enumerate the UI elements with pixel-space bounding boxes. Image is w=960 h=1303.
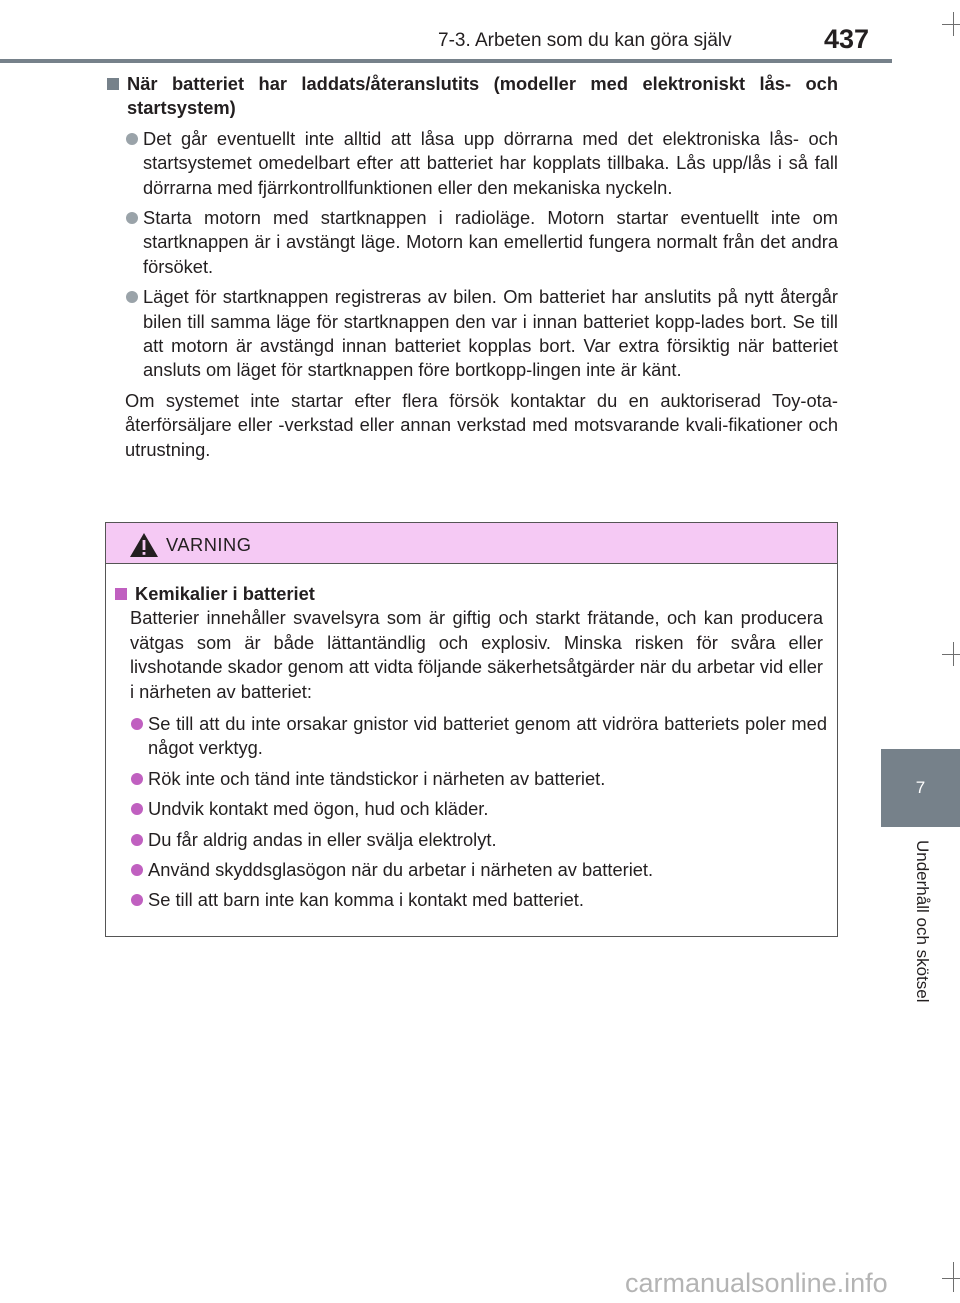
square-bullet-icon (113, 582, 135, 606)
warning-heading-text: Kemikalier i batteriet (135, 583, 315, 604)
square-bullet-icon (105, 72, 127, 121)
circle-bullet-icon (130, 712, 148, 761)
section-heading (105, 72, 838, 121)
list-item-text: Använd skyddsglasögon när du arbetar i närheten av batteriet. (148, 859, 654, 881)
list-item-text: Starta motorn med startknappen i radioläge. Motorn startar eventuellt inte om startknappen är i avstängt läge. Motorn kan emellertid fungera normalt från det andra försöket. (143, 207, 838, 277)
list-item (105, 285, 838, 383)
circle-bullet-icon (130, 858, 148, 882)
crop-mark (942, 24, 960, 25)
warning-header (106, 523, 837, 564)
crop-mark (942, 1278, 960, 1279)
warning-triangle-icon (129, 532, 159, 558)
warning-label: VARNING (166, 534, 252, 555)
chapter-label: Underhåll och skötsel (913, 840, 932, 1003)
warning-list-item (113, 767, 827, 791)
circle-bullet-icon (130, 828, 148, 852)
list-item-text: Undvik kontakt med ögon, hud och kläder. (148, 798, 489, 820)
chapter-tab: 7 (881, 749, 960, 827)
circle-bullet-icon (130, 888, 148, 912)
circle-bullet-icon (130, 797, 148, 821)
section-title: 7-3. Arbeten som du kan göra själv (438, 30, 732, 51)
circle-bullet-icon (125, 285, 143, 383)
circle-bullet-icon (125, 206, 143, 279)
main-content (105, 72, 838, 462)
list-item-text: Det går eventuellt inte alltid att låsa upp dörrarna med det elektroniska lås- och startsystemet omedelbart efter att batteriet har kopplats tillbaka. Lås upp/lås i så fall dörrarna med fjärrkontrollfunktionen eller den mekaniska nyckeln. (143, 127, 838, 198)
watermark: carmanualsonline.info (625, 1268, 888, 1298)
warning-paragraph: Batterier innehåller svavelsyra som är giftig och starkt frätande, och kan producera vätgas som är både lättantändlig och explosiv. Minska risken för svåra eller livshotande skador genom att vidta följande säkerhetsåtgärder när du arbetar vid eller i närheten av batteriet: (130, 607, 823, 702)
warning-list-item (113, 858, 827, 882)
circle-bullet-icon (125, 127, 143, 200)
header-rule (0, 59, 892, 63)
page-number: 437 (824, 24, 870, 54)
list-item-text: Du får aldrig andas in eller svälja elektrolyt. (148, 828, 497, 850)
warning-heading (113, 582, 827, 606)
list-item (105, 206, 838, 279)
warning-list-item (113, 828, 827, 852)
warning-box (105, 522, 838, 937)
list-item-text: Se till att du inte orsakar gnistor vid batteriet genom att vidröra batteriets poler med något verktyg. (148, 713, 827, 759)
body-paragraph: Om systemet inte startar efter flera försök kontaktar du en auktoriserad Toy-ota-återförsäljare eller -verkstad eller annan verkstad med motsvarande kvali-fikationer och utrustning. (125, 389, 838, 460)
list-item-text: Läget för startknappen registreras av bilen. Om batteriet har anslutits på nytt återgår bilen till samma läge för startknappen den var i innan batteriet kopp-lades bort. Se till att motorn är avstängd innan batteriet kopplas bort. Var extra försiktig när batteriet ansluts om läget för startknappen före bortkopp-lingen inte är känt. (143, 286, 838, 381)
circle-bullet-icon (130, 767, 148, 791)
list-item-text: Se till att barn inte kan komma i kontakt med batteriet. (148, 889, 584, 911)
list-item (105, 127, 838, 200)
crop-mark (953, 1262, 954, 1292)
warning-body (106, 564, 837, 913)
list-item-text: Rök inte och tänd inte tändstickor i närheten av batteriet. (148, 767, 606, 789)
warning-list-item (113, 797, 827, 821)
warning-list-item (113, 712, 827, 761)
warning-list-item (113, 888, 827, 912)
crop-mark (942, 654, 960, 655)
section-heading-text: När batteriet har laddats/återanslutits (modeller med elektroniskt lås- och startsystem) (127, 73, 838, 119)
